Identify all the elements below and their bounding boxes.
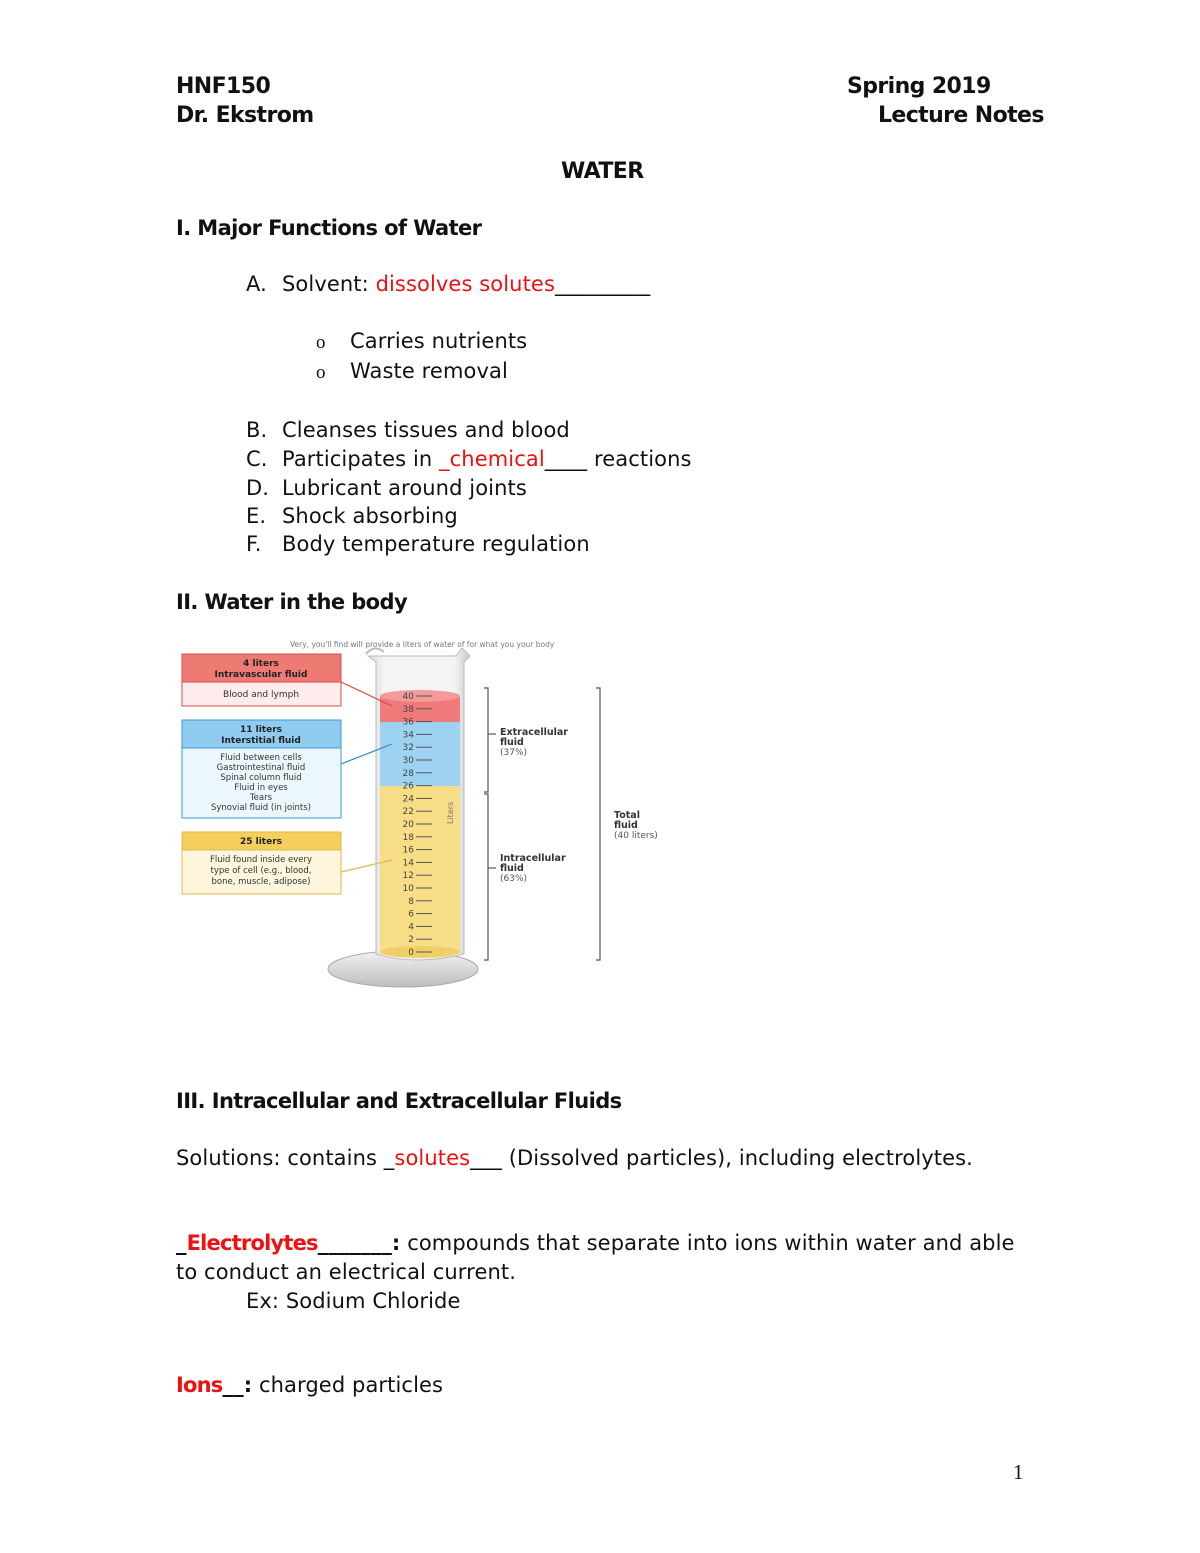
callout-subtitle: Interstitial fluid: [221, 736, 301, 746]
item-shock: [246, 504, 458, 528]
figure-caption: Very, you'll find will provide a liters of water of for what you your body: [290, 640, 555, 649]
section-heading-body-water: II. Water in the body: [176, 590, 408, 614]
item-letter: C.: [246, 447, 268, 471]
answer-term: Electrolytes: [186, 1231, 318, 1255]
item-letter: B.: [246, 418, 268, 442]
electrolytes-definition-cont: to conduct an electrical current.: [176, 1260, 516, 1284]
item-text: Body temperature regulation: [282, 532, 590, 556]
scale-tick-label: 18: [402, 832, 414, 843]
answer-term: Ions: [176, 1373, 223, 1397]
total-label: Total: [614, 810, 640, 821]
scale-tick-label: 14: [402, 858, 414, 869]
electrolytes-definition: [176, 1231, 1015, 1255]
scale-tick-label: 22: [402, 807, 414, 818]
item-text: reactions: [587, 447, 692, 471]
callout-title: 11 liters: [239, 725, 283, 735]
bullet-marker: o: [316, 332, 326, 353]
solutions-text: (Dissolved particles), including electrolytes.: [501, 1146, 973, 1170]
list-item-text: Carries nutrients: [350, 329, 528, 353]
scale-tick-label: 8: [408, 896, 414, 907]
item-letter: A.: [246, 272, 267, 296]
definition-text: compounds that separate into ions within water and able: [400, 1231, 1015, 1255]
scale-tick-label: 10: [402, 884, 414, 894]
list-item: [316, 329, 527, 354]
intracellular-percent: (63%): [500, 874, 528, 884]
scale-tick-label: 4: [408, 922, 414, 933]
callout-intracellular: [182, 832, 341, 894]
callout-line: Tears: [249, 793, 273, 803]
scale-tick-label: 30: [402, 756, 414, 766]
answer-text: solutes: [394, 1146, 471, 1170]
callout-line: type of cell (e.g., blood,: [210, 866, 312, 876]
intracellular-label: Intracellular: [500, 853, 566, 864]
definition-text: charged particles: [252, 1373, 444, 1397]
section-heading-functions: I. Major Functions of Water: [176, 216, 482, 240]
callout-line: bone, muscle, adipose): [211, 877, 311, 887]
scale-tick-label: 28: [402, 768, 414, 779]
fill-blank: _______:: [317, 1231, 401, 1255]
callout-line: Fluid in eyes: [234, 783, 288, 793]
section-heading-fluids: III. Intracellular and Extracellular Fluids: [176, 1089, 622, 1113]
callout-intravascular: [182, 654, 341, 706]
solutions-line: [176, 1146, 973, 1170]
scale-tick-label: 24: [402, 794, 414, 805]
item-letter: F.: [246, 532, 262, 556]
fill-blank: ____: [544, 447, 588, 471]
item-lubricant: [246, 476, 527, 500]
total-bracket: [596, 688, 600, 960]
extracellular-bracket: [484, 688, 488, 792]
intracellular-label-2: fluid: [500, 863, 524, 874]
total-amount: (40 liters): [614, 831, 658, 841]
page-number: 1: [1013, 1460, 1024, 1484]
cylinder-spout: [366, 648, 384, 654]
item-temperature: [246, 532, 590, 556]
term: Spring 2019: [847, 74, 991, 99]
scale-tick-label: 12: [402, 871, 414, 882]
extracellular-label-2: fluid: [500, 737, 524, 748]
scale-tick-label: 16: [402, 845, 414, 856]
callout-line: Blood and lymph: [222, 690, 300, 700]
callout-title: 4 liters: [243, 659, 279, 669]
scale-tick-label: 34: [402, 730, 414, 741]
extracellular-label: Extracellular: [500, 727, 568, 738]
item-text: Lubricant around joints: [282, 476, 527, 500]
course-code: HNF150: [176, 74, 271, 99]
scale-unit: Liters: [446, 801, 455, 824]
ions-definition: [176, 1373, 443, 1397]
callout-subtitle: Intravascular fluid: [214, 670, 308, 680]
item-participates: [246, 447, 692, 471]
fill-blank: ___: [470, 1146, 502, 1170]
solutions-text: Solutions: contains _: [176, 1146, 395, 1170]
item-cleanses: [246, 418, 570, 442]
scale-tick-label: 32: [402, 743, 414, 754]
total-label-2: fluid: [614, 820, 638, 831]
callout-line: Gastrointestinal fluid: [216, 763, 306, 773]
item-solvent: [246, 272, 650, 296]
item-text: Shock absorbing: [282, 504, 458, 528]
callout-line: Synovial fluid (in joints): [210, 803, 312, 813]
callout-line: Fluid found inside every: [209, 855, 313, 865]
answer-text: _chemical: [439, 447, 545, 471]
scale-tick-label: 2: [408, 935, 414, 946]
callout-interstitial: [182, 720, 341, 818]
callout-title: 25 liters: [239, 837, 283, 847]
list-item-text: Waste removal: [350, 359, 508, 383]
callout-line: Fluid between cells: [220, 753, 302, 763]
item-letter: D.: [246, 476, 270, 500]
scale-tick-label: 40: [402, 692, 414, 702]
document-type: Lecture Notes: [878, 103, 1044, 128]
item-text: Cleanses tissues and blood: [282, 418, 570, 442]
item-text: Participates in: [282, 447, 440, 471]
scale-tick-label: 20: [402, 820, 414, 830]
answer-text: dissolves solutes: [375, 272, 555, 296]
scale-tick-label: 26: [402, 781, 414, 792]
fill-blank: _________: [554, 272, 651, 296]
scale-tick-label: 0: [408, 948, 414, 958]
scale-tick-label: 38: [402, 704, 414, 715]
example-text: Ex: Sodium Chloride: [246, 1289, 461, 1313]
fill-blank: __:: [222, 1373, 253, 1397]
callout-line: Spinal column fluid: [220, 773, 302, 783]
bullet-marker: o: [316, 362, 326, 383]
scale-tick-label: 36: [402, 717, 414, 728]
page-title: WATER: [561, 159, 644, 184]
item-letter: E.: [246, 504, 267, 528]
extracellular-percent: (37%): [500, 748, 528, 758]
graduated-cylinder-figure: [170, 634, 680, 1006]
scale-tick-label: 6: [408, 909, 414, 920]
fill-blank: _: [176, 1231, 187, 1255]
intracellular-bracket: [484, 794, 488, 960]
interstitial-fluid-layer: [380, 722, 460, 786]
instructor-name: Dr. Ekstrom: [176, 103, 314, 128]
item-label: Solvent:: [282, 272, 376, 296]
list-item: [316, 359, 508, 384]
